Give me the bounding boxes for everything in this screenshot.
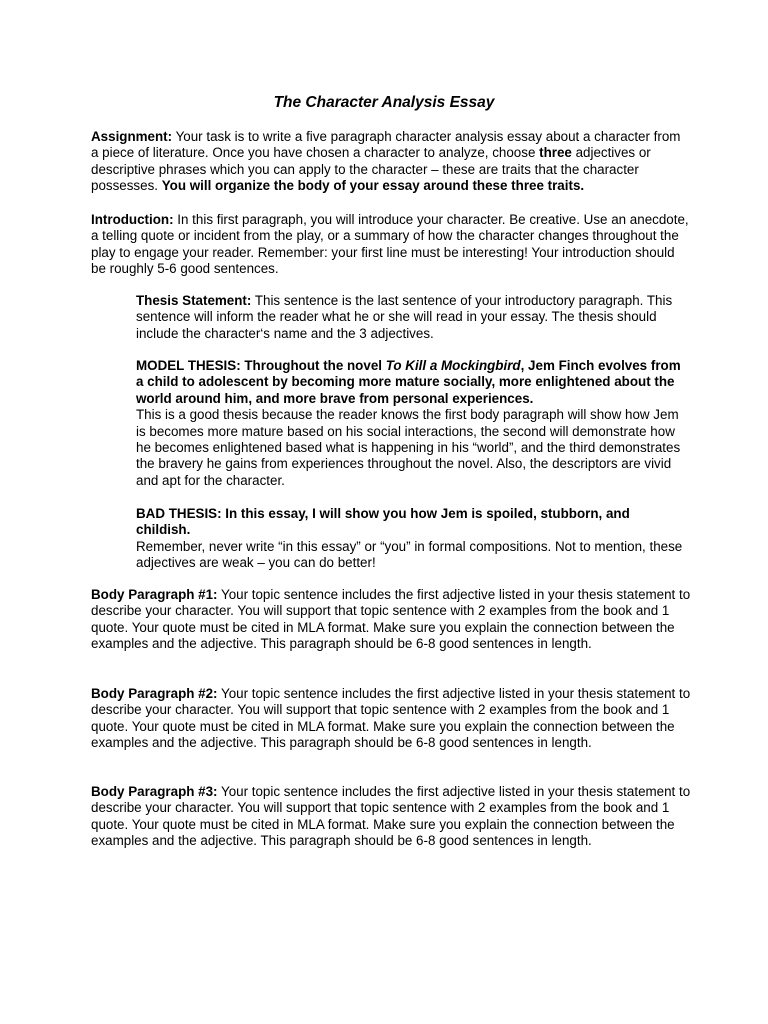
body-paragraph-1-text: Your topic sentence includes the first adjective listed in your thesis statement to describe your character. You will support that topic sentence with 2 examples from the book and 1 quote. Your quote must be cited in MLA format. Make sure you explain the connection between the examples and the adjective. This paragraph should be 6-8 good sentences in length.	[91, 587, 691, 652]
assignment-text-1: Your task is to write a five paragraph character analysis essay about a character from a piece of literature. Once you have chosen a character to analyze, choose	[91, 129, 681, 161]
body-paragraph-1	[91, 587, 691, 653]
introduction-text: In this first paragraph, you will introduce your character. Be creative. Use an anecdote, a telling quote or incident from the play, or a summary of how the character changes throughout the play to engage your reader. Remember: your first line must be interesting! Your introduction should be roughly 5-6 good sentences.	[91, 212, 689, 277]
body-paragraph-3	[91, 784, 691, 850]
model-thesis-part-2: , Jem Finch evolves from a child to adolescent by becoming more mature socially, more enlightened about the world around him, and more brave from personal experiences.	[136, 358, 681, 406]
assignment-label: Assignment:	[91, 129, 173, 144]
model-thesis-book-title: To Kill a Mockingbird	[385, 358, 521, 373]
model-thesis-part-1: MODEL THESIS: Throughout the novel	[136, 358, 386, 373]
assignment-paragraph	[91, 129, 691, 195]
body-paragraph-2-text: Your topic sentence includes the first adjective listed in your thesis statement to describe your character. You will support that topic sentence with 2 examples from the book and 1 quote. Your quote must be cited in MLA format. Make sure you explain the connection between the examples and the adjective. This paragraph should be 6-8 good sentences in length.	[91, 686, 691, 751]
thesis-statement-label: Thesis Statement:	[136, 293, 252, 308]
bad-thesis-paragraph	[136, 506, 686, 572]
body-paragraph-3-text: Your topic sentence includes the first adjective listed in your thesis statement to describe your character. You will support that topic sentence with 2 examples from the book and 1 quote. Your quote must be cited in MLA format. Make sure you explain the connection between the examples and the adjective. This paragraph should be 6-8 good sentences in length.	[91, 784, 691, 849]
introduction-paragraph	[91, 212, 691, 278]
bad-thesis-statement: BAD THESIS: In this essay, I will show you how Jem is spoiled, stubborn, and childish.	[136, 506, 630, 538]
document-title: The Character Analysis Essay	[273, 94, 495, 111]
thesis-statement-text: This sentence is the last sentence of your introductory paragraph. This sentence will inform the reader what he or she will read in your essay. The thesis should include the character‘s name and the 3 adjectives.	[136, 293, 673, 341]
introduction-label: Introduction:	[91, 212, 174, 227]
body-paragraph-1-label: Body Paragraph #1:	[91, 587, 218, 602]
thesis-statement-paragraph	[136, 293, 686, 342]
assignment-three: three	[539, 145, 572, 161]
assignment-text-2: adjectives or descriptive phrases which you can apply to the character – these are traits that the character possesses.	[91, 145, 651, 194]
model-thesis-paragraph	[136, 358, 686, 489]
bad-thesis-explanation: Remember, never write “in this essay” or “you” in formal compositions. Not to mention, these adjectives are weak – you can do better!	[136, 538, 683, 571]
model-thesis-explanation: This is a good thesis because the reader knows the first body paragraph will show how Jem is becomes more mature based on his social interactions, the second will demonstrate how he becomes enlightened based what is happening in his “world”, and the third demonstrates the bravery he gains from experiences throughout the novel. Also, the descriptors are vivid and apt for the character.	[136, 407, 681, 488]
body-paragraph-3-label: Body Paragraph #3:	[91, 784, 218, 799]
assignment-emphasis: You will organize the body of your essay around these three traits.	[161, 178, 585, 194]
body-paragraph-2	[91, 686, 691, 752]
body-paragraph-2-label: Body Paragraph #2:	[91, 686, 218, 701]
